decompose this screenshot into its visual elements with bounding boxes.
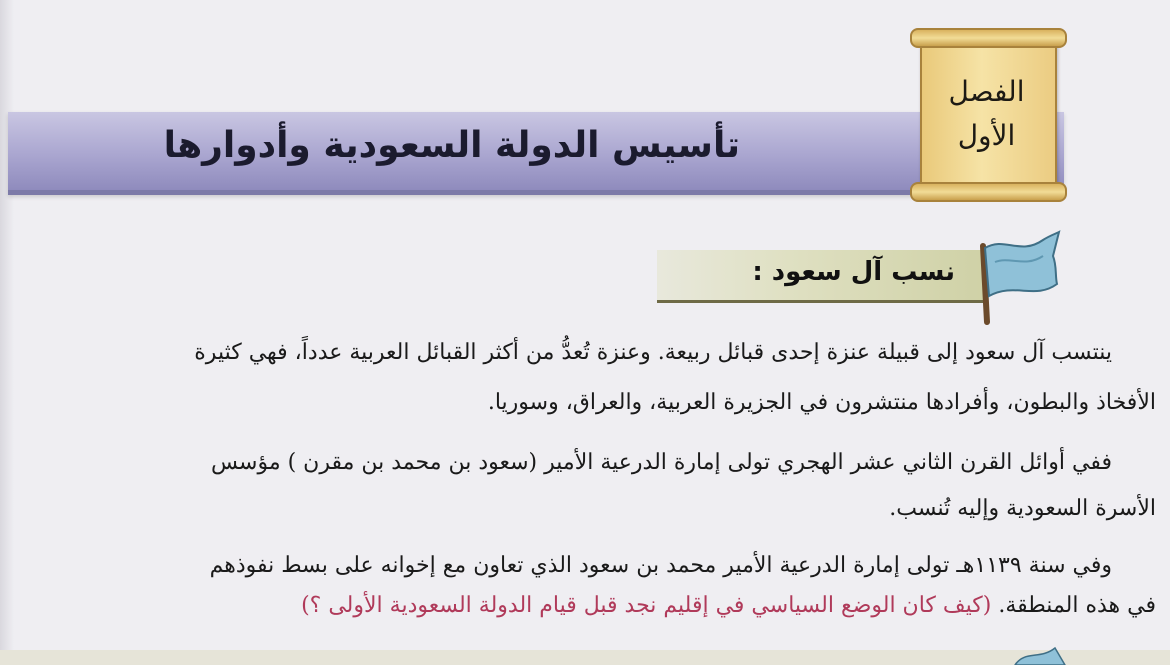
page-edge-shadow [0,0,14,665]
chapter-label-line2: الأول [957,119,1016,152]
chapter-scroll [905,22,1075,202]
paragraph-3-line-2 [301,593,1156,618]
paragraph-2-line-2: الأسرة السعودية وإليه تُنسب. [889,496,1156,521]
section-title: نسب آل سعود : [752,257,955,287]
flag-icon [965,226,1065,328]
paragraph-1-line-2: الأفخاذ والبطون، وأفرادها منتشرون في الجزيرة العربية، والعراق، وسوريا. [487,390,1156,415]
paragraph-3-line-1: وفي سنة ١١٣٩هـ تولى إمارة الدرعية الأمير محمد بن سعود الذي تعاون مع إخوانه على بسط نفوذهم [209,553,1112,578]
chapter-label [920,70,1053,158]
lesson-title: تأسيس الدولة السعودية وأدوارها [163,125,740,166]
paragraph-1-line-1: ينتسب آل سعود إلى قبيلة عنزة إحدى قبائل ربيعة. وعنزة تُعدُّ من أكثر القبائل العربية عدداً، فهي كثيرة [194,340,1112,365]
chapter-label-line1: الفصل [948,75,1025,108]
bottom-border-strip [0,650,1170,665]
scroll-top-roll [910,28,1067,48]
discussion-question: (كيف كان الوضع السياسي في إقليم نجد قبل قيام الدولة السعودية الأولى ؟) [301,593,992,618]
scroll-bottom-roll [910,182,1067,202]
flag-decoration-icon [1005,640,1075,665]
paragraph-3-line-2-text: في هذه المنطقة. [998,593,1156,618]
paragraph-2-line-1: ففي أوائل القرن الثاني عشر الهجري تولى إمارة الدرعية الأمير (سعود بن محمد بن مقرن ) مؤسس [210,450,1112,475]
